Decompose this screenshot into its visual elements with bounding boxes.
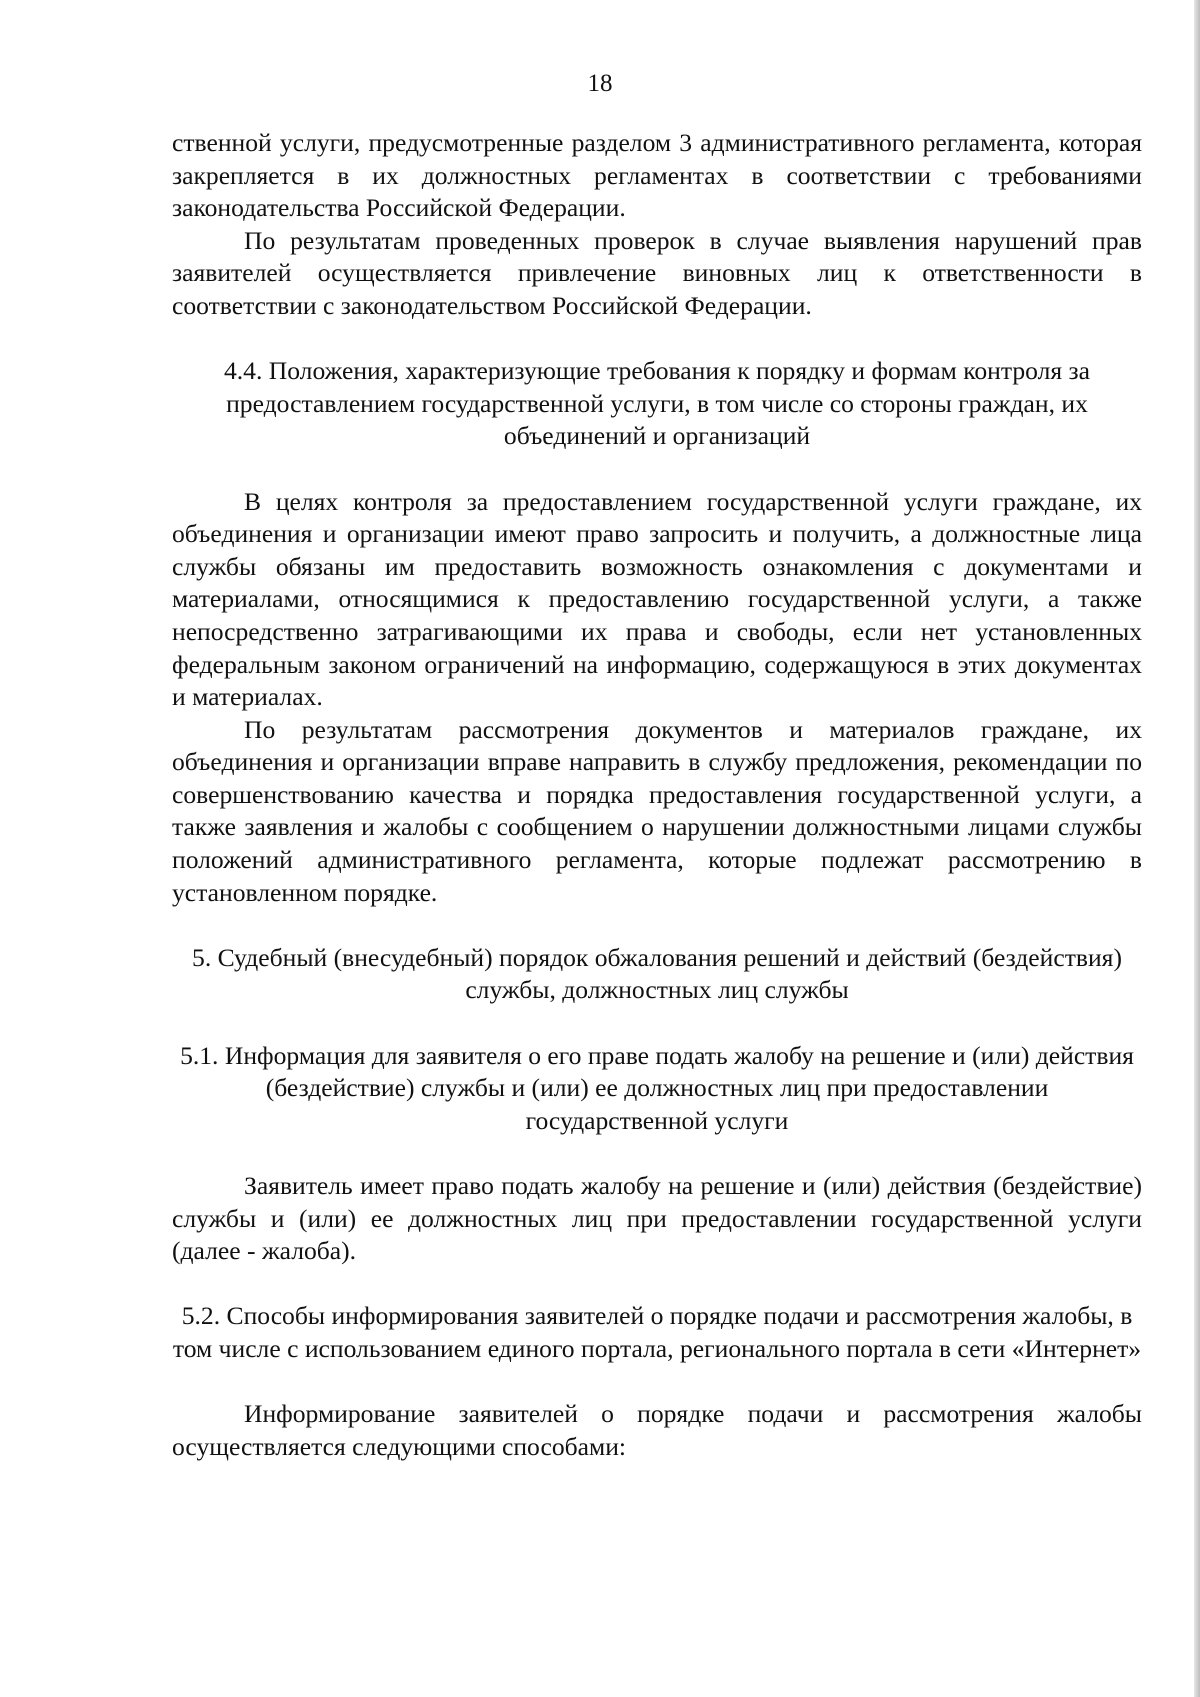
heading-section-5-1: 5.1. Информация для заявителя о его праве подать жалобу на решение и (или) действия (бездействие) службы и (или) ее должностных лиц при предоставлении государственной услуги <box>180 1040 1134 1135</box>
spacer <box>172 1366 1142 1399</box>
spacer <box>172 1137 1142 1170</box>
paragraph-inspection-results: По результатам проведенных проверок в случае выявления нарушений прав заявителей осуществляется привлечение виновных лиц к ответственности в соответствии с законодательством Российской Федерации. <box>172 225 1142 320</box>
paragraph-control-rights: В целях контроля за предоставлением государственной услуги граждане, их объединения и организации имеют право запросить и получить, а должностные лица службы обязаны им предоставить возможность ознакомления с документами и материалами, относящимися к предоставлению государственной услуги, а также непосредственно затрагивающими их права и свободы, если нет установленных федеральным законом ограничений на информацию, содержащуюся в этих документах и материалах. <box>172 486 1142 712</box>
paragraph-complaint-right: Заявитель имеет право подать жалобу на решение и (или) действия (бездействие) службы и (или) ее должностных лиц при предоставлении государственной услуги (далее - жалоба). <box>172 1171 1142 1266</box>
spacer <box>172 453 1142 486</box>
paragraph-continuation: ственной услуги, предусмотренные разделом 3 административного регламента, которая закрепляется в их должностных регламентах в соответствии с требованиями законодательства Российской Федерации. <box>172 128 1142 223</box>
document-body <box>172 127 1142 1463</box>
paragraph-informing-methods: Информирование заявителей о порядке подачи и рассмотрения жалобы осуществляется следующими способами: <box>172 1399 1142 1461</box>
heading-section-4-4: 4.4. Положения, характеризующие требования к порядку и формам контроля за предоставлением государственной услуги, в том числе со стороны граждан, их объединений и организаций <box>223 356 1091 451</box>
spacer <box>172 323 1142 356</box>
paragraph-proposals: По результатам рассмотрения документов и материалов граждане, их объединения и организации вправе направить в службу предложения, рекомендации по совершенствованию качества и порядка предоставления государственной услуги, а также заявления и жалобы с сообщением о нарушении должностными лицами службы положений административного регламента, которые подлежат рассмотрению в установленном порядке. <box>172 714 1142 907</box>
page-number: 18 <box>587 70 613 97</box>
spacer <box>172 909 1142 942</box>
heading-section-5: 5. Судебный (внесудебный) порядок обжалования решений и действий (бездействия) службы, должностных лиц службы <box>192 942 1122 1005</box>
heading-section-5-2: 5.2. Способы информирования заявителей о порядке подачи и рассмотрения жалобы, в том числе с использованием единого портала, регионального портала в сети «Интернет» <box>172 1301 1142 1363</box>
spacer <box>172 1268 1142 1301</box>
spacer <box>172 1007 1142 1040</box>
page-edge-shadow <box>1194 0 1200 1697</box>
